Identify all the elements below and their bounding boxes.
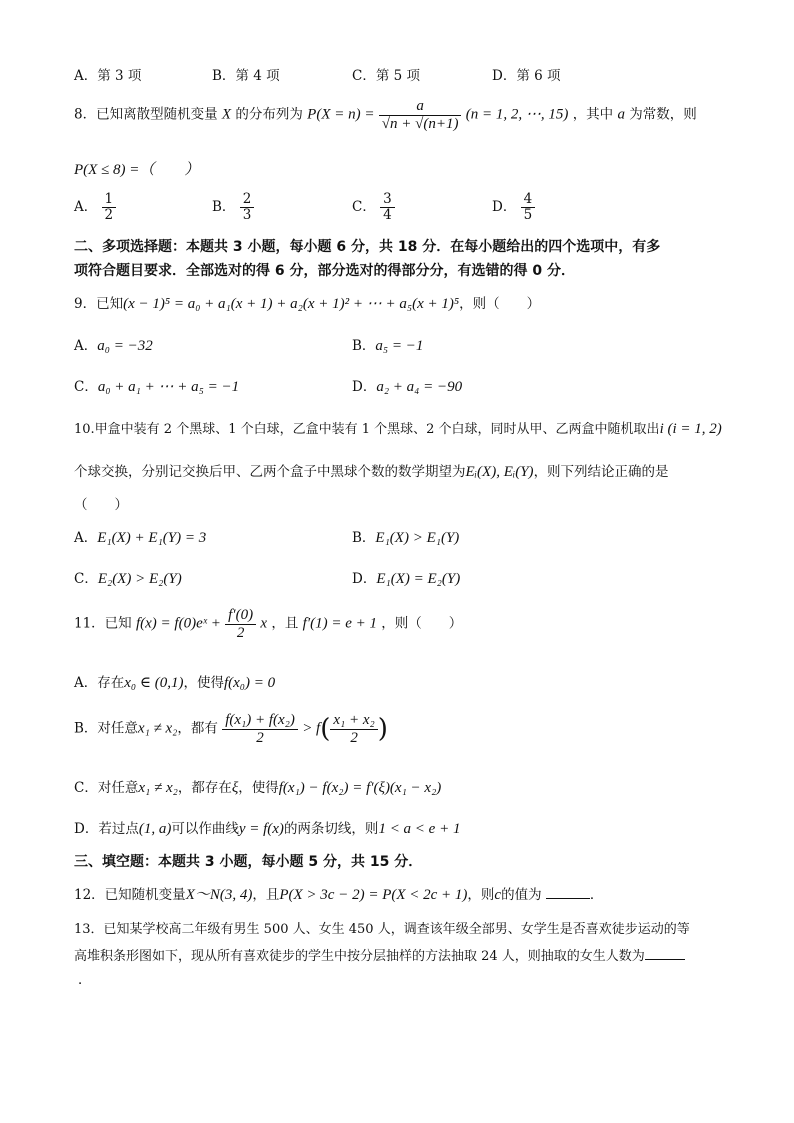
q11-option-c <box>74 776 441 797</box>
frac-num: f(x₁) + f(x₂) <box>222 712 298 730</box>
opt-expr: E₂(X) > E₂(Y) <box>97 571 182 587</box>
opt-math: x₁ ≠ x₂ <box>137 720 178 737</box>
q13-text: 高堆积条形图如下，现从所有喜欢徒步的学生中按分层抽样的方法抽取 24 人，则抽取的女生人数为 <box>74 949 645 964</box>
q10-line2 <box>74 460 669 481</box>
q8-pxn: P(X = n) = <box>307 106 375 123</box>
q11-stem <box>74 607 462 641</box>
opt-math: ξ <box>231 780 239 796</box>
q8-opt-frac <box>380 192 395 223</box>
opt-text: ，都有 <box>177 720 218 737</box>
q12-stem <box>74 883 603 904</box>
opt-expr: a₅ = −1 <box>375 338 424 354</box>
opt-expr: a₀ = −32 <box>97 338 153 354</box>
left-paren: ( <box>320 714 331 744</box>
q11-tail: ，则（ ） <box>381 615 463 632</box>
opt-expr: a₀ + a₁ + ⋯ + a₅ = −1 <box>97 379 240 395</box>
q8-text-end: ，其中 <box>572 106 614 123</box>
q11-x: x <box>260 615 268 632</box>
opt-label: A． <box>74 530 98 546</box>
frac-num: 4 <box>521 192 536 208</box>
opt-text: ，使得 <box>238 780 279 796</box>
q8-opt-label: D． <box>492 198 517 215</box>
q8-opt-label: B． <box>212 198 236 215</box>
frac-num: 1 <box>102 192 117 208</box>
opt-math: f(x₁) − f(x₂) = f′(ξ)(x₁ − x₂) <box>278 780 442 796</box>
q9-stem <box>74 292 540 313</box>
opt-text: ，都存在 <box>177 780 232 796</box>
q8-var-a: a <box>617 106 625 123</box>
section2-heading-line2: 项符合题目要求．全部选对的得 6 分，部分选对的得部分分，有选错的得 0 分． <box>74 263 575 279</box>
q10-option-a <box>74 526 206 547</box>
opt-math: 1 < a < e + 1 <box>378 821 461 837</box>
q8-opt-label: A． <box>74 198 98 215</box>
q9-option-a <box>74 334 153 355</box>
q13-line1: 13．已知某学校高二年级有男生 500 人、女生 450 人，调查该年级全部男、女学生是否喜欢徒步运动的等 <box>74 922 690 937</box>
q11-b-fraction <box>222 712 298 746</box>
q11-cond: f′(1) = e + 1 <box>302 615 377 632</box>
frac-num: 2 <box>240 192 255 208</box>
opt-label: C． <box>74 571 98 587</box>
opt-math: f(x₀) = 0 <box>223 675 276 691</box>
frac-den: 5 <box>523 206 533 223</box>
q10-text: 10.甲盒中装有 2 个黑球、1 个白球，乙盒中装有 1 个黑球、2 个白球，同时从甲、乙两盒中随机取出 <box>74 422 660 437</box>
frac-num: x₁ + x₂ <box>330 712 377 730</box>
opt-expr: E₁(X) > E₁(Y) <box>375 530 460 546</box>
opt-text: D．若过点 <box>74 821 139 837</box>
q11-option-a <box>74 671 275 692</box>
q10-line3: （ ） <box>74 497 128 513</box>
q8-option-b <box>212 192 254 223</box>
right-paren: ) <box>377 714 388 744</box>
opt-math: > f <box>302 720 321 737</box>
q10-math-i: i (i = 1, 2) <box>659 421 722 437</box>
opt-text: C．对任意 <box>74 780 139 796</box>
opt-label: B． <box>352 338 376 354</box>
q8-option-c <box>352 192 395 223</box>
opt-text: B．对任意 <box>74 720 138 737</box>
opt-expr: E₁(X) + E₁(Y) = 3 <box>97 530 207 546</box>
q8-opt-frac <box>521 192 536 223</box>
section3-heading: 三、填空题：本题共 3 小题，每小题 5 分，共 15 分． <box>74 854 423 870</box>
q10-text: 个球交换，分别记交换后甲、乙两个盒子中黑球个数的数学期望为 <box>74 464 466 480</box>
q11-fraction <box>225 607 256 641</box>
q11-b-inner-fraction <box>330 712 377 746</box>
q11-option-b <box>74 712 388 746</box>
q8-option-d <box>492 192 535 223</box>
q8-frac-num: a <box>379 98 462 116</box>
q12-answer-blank[interactable] <box>546 886 590 899</box>
q13-line3: ． <box>78 972 92 988</box>
opt-math: x₀ ∈ (0,1) <box>124 675 184 691</box>
opt-expr: E₁(X) = E₂(Y) <box>376 571 461 587</box>
q8-text-tail: 为常数，则 <box>629 106 697 123</box>
q12-text: ，则 <box>467 887 495 903</box>
q10-option-b <box>352 526 459 547</box>
q10-option-d <box>352 567 460 588</box>
q12-var-c: c <box>494 887 502 903</box>
opt-text: ，使得 <box>183 675 224 691</box>
frac-den: 2 <box>350 729 358 746</box>
q12-text: 的值为 <box>501 887 542 903</box>
q8-opt-frac <box>240 192 255 223</box>
frac-num: 3 <box>380 192 395 208</box>
opt-math: (1, a) <box>138 821 172 837</box>
q8-stem <box>74 98 697 132</box>
q7-option-d: D．第 6 项 <box>492 68 561 84</box>
q10-option-c <box>74 567 182 588</box>
opt-math: x₁ ≠ x₂ <box>138 780 178 796</box>
q8-option-a <box>74 192 116 223</box>
opt-text: 可以作曲线 <box>171 821 239 837</box>
q8-text-mid: 的分布列为 <box>235 106 303 123</box>
q11-option-d <box>74 817 460 838</box>
q8-var-x: X <box>221 106 232 123</box>
opt-label: B． <box>352 530 376 546</box>
opt-label: D． <box>352 379 377 395</box>
q11-lhs: f(x) = f(0)eˣ + <box>135 615 221 632</box>
q13-answer-blank[interactable] <box>645 947 685 960</box>
q10-math-e: Eᵢ(X), Eᵢ(Y) <box>465 464 534 480</box>
opt-label: A． <box>74 338 98 354</box>
q7-option-b: B．第 4 项 <box>212 68 280 84</box>
q8-opt-frac <box>102 192 117 223</box>
q9-tail: ，则（ ） <box>459 296 541 312</box>
q7-option-a: A．第 3 项 <box>74 68 142 84</box>
q9-option-d <box>352 375 462 396</box>
frac-den: 2 <box>104 206 114 223</box>
frac-den: 3 <box>242 206 252 223</box>
q12-math: X～N(3, 4) <box>185 887 253 903</box>
q13-line2 <box>74 945 685 964</box>
opt-text: A．存在 <box>74 675 125 691</box>
q8-line2: P(X ≤ 8) =（ ） <box>74 162 200 178</box>
q9-expr: (x − 1)⁵ = a₀ + a₁(x + 1) + a₂(x + 1)² + ⋯ + a₅(x + 1)⁵ <box>123 296 460 312</box>
q10-line1 <box>74 418 722 438</box>
q9-option-c <box>74 375 239 396</box>
opt-label: C． <box>74 379 98 395</box>
q8-text: 8．已知离散型随机变量 <box>74 106 218 123</box>
q8-frac-den: √n + √(n+1) <box>381 115 459 132</box>
frac-den: 2 <box>236 624 245 641</box>
q11-text: 11．已知 <box>74 615 132 632</box>
q8-fraction <box>379 98 462 132</box>
q9-text: 9．已知 <box>74 296 124 312</box>
section2-heading-line1: 二、多项选择题：本题共 3 小题，每小题 6 分，共 18 分．在每小题给出的四个选项中，有多 <box>74 239 661 255</box>
q10-tail: ，则下列结论正确的是 <box>533 464 669 480</box>
opt-label: D． <box>352 571 377 587</box>
frac-den: 4 <box>383 206 392 223</box>
q7-option-c: C．第 5 项 <box>352 68 421 84</box>
q12-text: ，且 <box>252 887 280 903</box>
opt-expr: a₂ + a₄ = −90 <box>376 379 463 395</box>
q12-end: ． <box>589 887 604 903</box>
q12-text: 12．已知随机变量 <box>74 887 186 903</box>
q12-math: P(X > 3c − 2) = P(X < 2c + 1) <box>279 887 468 903</box>
frac-num: f′(0) <box>225 607 256 625</box>
q8-opt-label: C． <box>352 198 376 215</box>
q8-range: (n = 1, 2, ⋯, 15) <box>465 106 569 123</box>
opt-text: 的两条切线，则 <box>283 821 379 837</box>
opt-math: y = f(x) <box>238 821 284 837</box>
q11-mid: ，且 <box>271 615 299 632</box>
q9-option-b <box>352 334 423 355</box>
frac-den: 2 <box>256 729 264 746</box>
